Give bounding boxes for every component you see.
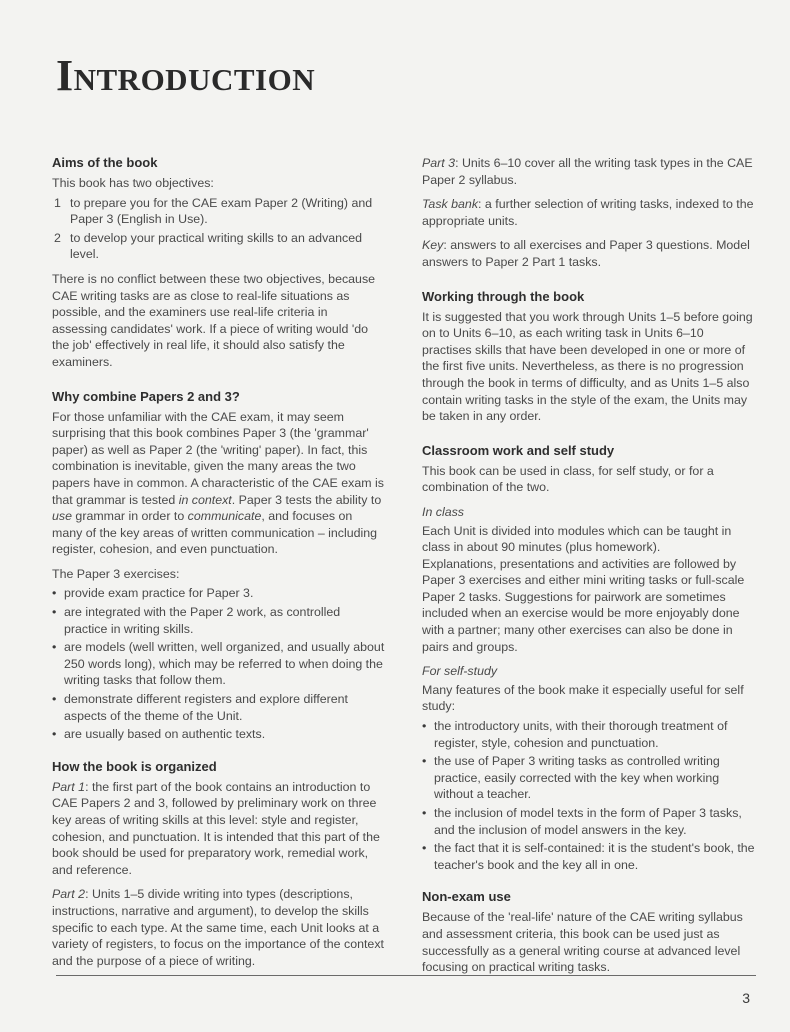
part3-paragraph: Part 3: Units 6–10 cover all the writing task types in the CAE Paper 2 syllabus. [422,156,753,187]
exercises-intro: The Paper 3 exercises: [52,566,180,581]
list-item: • the fact that it is self-contained: it is the student's book, the teacher's book and the key all in one. [422,840,756,873]
aims-list [52,195,386,263]
self-study-subheading: For self-study [422,664,498,679]
list-item: • are usually based on authentic texts. [52,726,386,743]
working-paragraph: It is suggested that you work through Units 1–5 before going on to Units 6–10, as each writing task in Units 6–10 practises skills that have been developed in one or more of the first five units. Nevertheless, as there is no progression through the book in terms of difficulty, and as Units 1–5 also contain writing tasks in the style of the exam, the Units may be taken in any order. [422,309,753,424]
part1-paragraph: Part 1: the first part of the book contains an introduction to CAE Papers 2 and 3, followed by preliminary work on three key areas of writing skills at this level: style and register, cohesion, and punctuation. It is intended that this part of the book should be used for preparatory work, remedial work, and reference. [52,779,380,877]
self-study-intro: Many features of the book make it especially useful for self study: [422,682,744,714]
list-item: • are models (well written, well organized, and usually about 250 words long), which may be referred to when doing the writing tasks that follow them. [52,639,386,689]
in-class-paragraph-1: Each Unit is divided into modules which can be taught in class in about 90 minutes (plus homework). [422,523,732,555]
classroom-paragraph: This book can be used in class, for self study, or for a combination of the two. [422,463,714,495]
list-item: • provide exam practice for Paper 3. [52,585,386,602]
why-paragraph: For those unfamiliar with the CAE exam, it may seem surprising that this book combines Paper 3 (the 'grammar' paper) as well as Paper 2 (the 'writing' paper). In fact, this combination is inevitable, given the many areas the two papers have in common. A characteristic of the CAE exam is that grammar is tested in context. Paper 3 tests the ability to use grammar in order to communicate, and focuses on many of the key areas of written communication – including register, cohesion, and even punctuation. [52,409,384,557]
aims-paragraph: There is no conflict between these two objectives, because CAE writing tasks are as close to real-life situations as possible, and the examiners use real-life criteria in assessing candidates' work. If a piece of writing would 'do the job' effectively in real life, it should also satisfy the examiners. [52,271,376,369]
right-column [422,155,756,984]
heading-classroom: Classroom work and self study [422,442,615,458]
heading-why-combine: Why combine Papers 2 and 3? [52,388,240,404]
in-class-subheading: In class [422,504,465,519]
heading-working: Working through the book [422,288,585,304]
list-item: • the introductory units, with their thorough treatment of register, style, cohesion and punctuation. [422,718,756,751]
list-item: • the use of Paper 3 writing tasks as controlled writing practice, easily corrected with the key when working without a teacher. [422,753,756,803]
part2-paragraph: Part 2: Units 1–5 divide writing into types (descriptions, instructions, narrative and argument), to develop the skills specific to each type. At the same time, each Unit looks at a variety of registers, to focus on the importance of the context and the purpose of a piece of writing. [52,887,384,968]
aims-item: 1 to prepare you for the CAE exam Paper 2 (Writing) and Paper 3 (English in Use). [54,195,373,227]
non-exam-paragraph: Because of the 'real-life' nature of the CAE writing syllabus and assessment criteria, this book can be used just as successfully as a general writing course at advanced level focusing on practical writing tasks. [422,910,743,975]
page-title: Introduction [56,51,316,100]
page-number: 3 [742,990,750,1006]
list-item: • the inclusion of model texts in the form of Paper 3 tasks, and the inclusion of model answers in the key. [422,805,756,838]
aims-item: 2 to develop your practical writing skills to an advanced level. [54,230,363,262]
footer-rule [56,975,756,976]
in-class-paragraph-2: Explanations, presentations and activities are followed by Paper 3 exercises and either mini writing tasks or full-scale Paper 2 tasks. Suggestions for pairwork are sometimes included when an exercise would be more enjoyably done with a partner; many other exercises can also be done in pairs and groups. [422,556,745,654]
exercises-list [52,585,386,742]
list-item: • are integrated with the Paper 2 work, as controlled practice in writing skills. [52,604,386,637]
taskbank-paragraph: Task bank: a further selection of writing tasks, indexed to the appropriate units. [422,197,754,228]
heading-organized: How the book is organized [52,758,217,774]
aims-intro: This book has two objectives: [52,176,214,190]
self-study-list [422,718,756,873]
key-paragraph: Key: answers to all exercises and Paper 3 questions. Model answers to Paper 2 Part 1 tasks. [422,238,750,269]
heading-non-exam: Non-exam use [422,889,511,905]
left-column [52,155,386,977]
heading-aims: Aims of the book [52,155,158,170]
list-item: • demonstrate different registers and explore different aspects of the theme of the Unit. [52,691,386,724]
